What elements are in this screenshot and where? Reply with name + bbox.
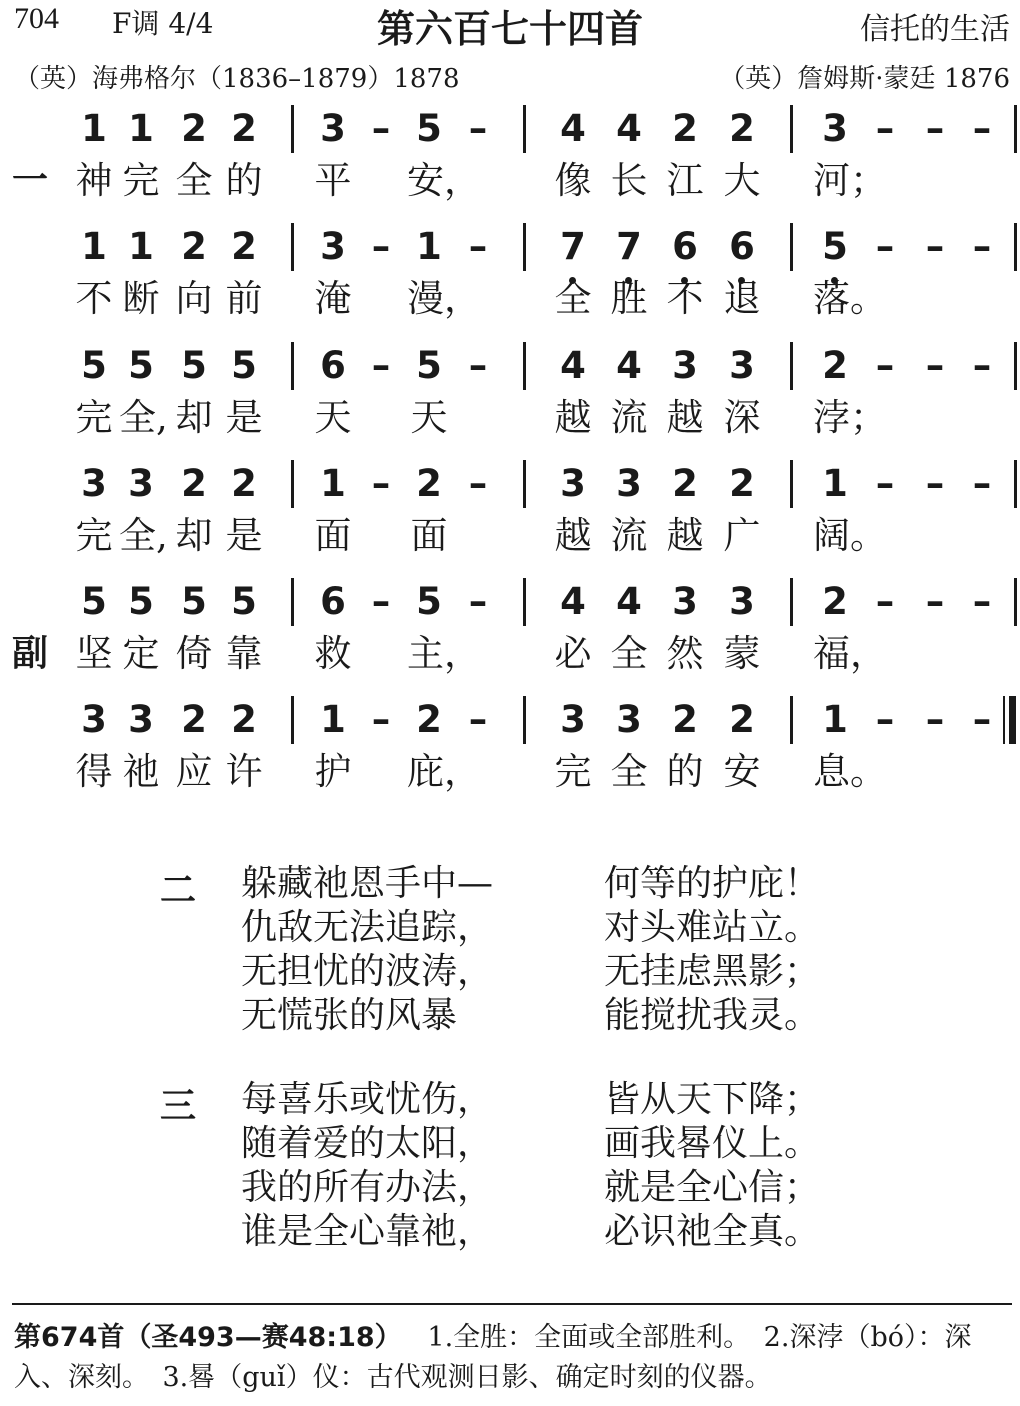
barline [790, 460, 793, 508]
verse-line-first-half: 无慌张的风暴 [241, 995, 458, 1036]
note: 4 [560, 580, 586, 623]
note: 3 [560, 698, 586, 741]
note: 1 [128, 107, 154, 150]
note: 6 [672, 225, 698, 268]
stanza-label: 副 [12, 633, 49, 674]
barline [523, 105, 526, 153]
words-credit: （英）詹姆斯·蒙廷 1876 [719, 64, 1010, 94]
note: 2 [729, 698, 755, 741]
dash-extension: – [468, 580, 488, 623]
note: 2 [729, 107, 755, 150]
note: 3 [81, 698, 107, 741]
lyric-syllable: 靠 [225, 632, 263, 675]
note: 1 [822, 698, 848, 741]
lyric-syllable: 息。 [813, 750, 887, 793]
note: 3 [729, 580, 755, 623]
note: 3 [822, 107, 848, 150]
music-credit: （英）海弗格尔（1836–1879）1878 [14, 64, 460, 94]
note: 3 [672, 580, 698, 623]
lyric-syllable: 漫， [407, 277, 481, 320]
lyric-syllable: 坚 [75, 632, 113, 675]
verse-line-second-half: 能搅扰我灵。 [604, 995, 821, 1036]
dash-extension: – [371, 462, 391, 505]
lyric-syllable: 然 [666, 632, 704, 675]
note: 5 [81, 344, 107, 387]
note: 3 [128, 698, 154, 741]
note: 5 [416, 580, 442, 623]
verse-line-first-half: 我的所有办法， [241, 1167, 494, 1208]
lyric-syllable: 越 [666, 514, 704, 557]
lyric-syllable: 定 [122, 632, 160, 675]
dash-extension: – [371, 344, 391, 387]
lyric-syllable: 浡； [813, 396, 887, 439]
lyric-syllable: 深 [723, 396, 761, 439]
dash-extension: – [371, 698, 391, 741]
lyric-syllable: 大 [723, 159, 761, 202]
lyric-syllable: 救 [314, 632, 352, 675]
note: 5 [181, 344, 207, 387]
lyric-syllable: 神 [75, 159, 113, 202]
lyric-syllable: 阔。 [813, 514, 887, 557]
lyric-syllable: 全, [119, 396, 168, 439]
dash-extension: – [468, 107, 488, 150]
lyric-syllable: 越 [666, 396, 704, 439]
dash-extension: – [925, 107, 945, 150]
lyric-syllable: 祂 [122, 750, 160, 793]
dash-extension: – [468, 462, 488, 505]
verse-line-second-half: 画我晷仪上。 [604, 1123, 821, 1164]
note: 3 [616, 462, 642, 505]
note: 3 [616, 698, 642, 741]
verse-line-second-half: 何等的护庇！ [604, 863, 821, 904]
lyric-syllable: 的 [225, 159, 263, 202]
lyric-syllable: 应 [175, 750, 213, 793]
lyric-syllable: 是 [225, 514, 263, 557]
note: 2 [231, 462, 257, 505]
lyric-syllable: 庇， [407, 750, 481, 793]
lyric-syllable: 的 [666, 750, 704, 793]
note: 2 [822, 344, 848, 387]
lyric-syllable: 天 [314, 396, 352, 439]
lyric-syllable: 越 [554, 396, 592, 439]
barline [790, 105, 793, 153]
barline [523, 342, 526, 390]
verse-line-second-half: 无挂虑黑影； [604, 951, 821, 992]
dash-extension: – [925, 344, 945, 387]
note: 2 [181, 225, 207, 268]
lyric-syllable: 不 [666, 277, 704, 320]
note: 3 [560, 462, 586, 505]
verse-line-first-half: 谁是全心靠祂， [241, 1211, 494, 1252]
lyric-syllable: 完 [554, 750, 592, 793]
note: 4 [560, 344, 586, 387]
note: 1 [128, 225, 154, 268]
lyric-syllable: 面 [314, 514, 352, 557]
final-barline-thin [1003, 696, 1005, 744]
note: 7 [560, 225, 586, 268]
note: 2 [231, 225, 257, 268]
note: 4 [560, 107, 586, 150]
dash-extension: – [875, 698, 895, 741]
lyric-syllable: 福， [813, 632, 887, 675]
end-barline [1014, 578, 1017, 626]
lyric-syllable: 安， [407, 159, 481, 202]
hymn-title: 第六百七十四首 [376, 7, 643, 51]
note: 2 [181, 107, 207, 150]
note: 2 [181, 462, 207, 505]
note: 5 [416, 344, 442, 387]
barline [291, 223, 294, 271]
lyric-syllable: 向 [175, 277, 213, 320]
note: 6 [729, 225, 755, 268]
note: 5 [81, 580, 107, 623]
lyric-syllable: 全 [610, 750, 648, 793]
note: 1 [81, 225, 107, 268]
footnotes [14, 1318, 1010, 1398]
note: 2 [729, 462, 755, 505]
dash-extension: – [371, 107, 391, 150]
lyric-syllable: 完 [122, 159, 160, 202]
lyric-syllable: 却 [175, 396, 213, 439]
dash-extension: – [972, 344, 992, 387]
lyric-syllable: 全 [175, 159, 213, 202]
note: 3 [729, 344, 755, 387]
barline [291, 460, 294, 508]
lyric-syllable: 主， [407, 632, 481, 675]
dash-extension: – [468, 698, 488, 741]
lyric-syllable: 落。 [813, 277, 887, 320]
stanza-label: 一 [12, 160, 49, 201]
footer-divider [12, 1303, 1012, 1305]
note: 1 [416, 225, 442, 268]
lyric-syllable: 长 [610, 159, 648, 202]
barline [291, 696, 294, 744]
note: 4 [616, 580, 642, 623]
hymn-number: 704 [14, 2, 59, 35]
dash-extension: – [972, 462, 992, 505]
lyric-syllable: 全 [610, 632, 648, 675]
dash-extension: – [972, 698, 992, 741]
dash-extension: – [972, 580, 992, 623]
verse-number: 三 [160, 1086, 197, 1127]
note: 2 [672, 462, 698, 505]
dash-extension: – [925, 698, 945, 741]
note: 2 [181, 698, 207, 741]
note: 2 [231, 698, 257, 741]
note: 7 [616, 225, 642, 268]
dash-extension: – [371, 580, 391, 623]
note: 5 [128, 580, 154, 623]
lyric-syllable: 完 [75, 396, 113, 439]
dash-extension: – [371, 225, 391, 268]
note: 3 [320, 107, 346, 150]
barline [790, 342, 793, 390]
lyric-syllable: 江 [666, 159, 704, 202]
lyric-syllable: 胜 [610, 277, 648, 320]
barline [291, 105, 294, 153]
note: 3 [672, 344, 698, 387]
barline [523, 578, 526, 626]
dash-extension: – [875, 225, 895, 268]
footnote-text: 1.全胜：全面或全部胜利。 2.深浡（bó）：深入、深刻。 3.晷（guǐ）仪：古代观测日影、确定时刻的仪器。 [14, 1322, 972, 1393]
verse-line-second-half: 对头难站立。 [604, 907, 821, 948]
dash-extension: – [925, 580, 945, 623]
key-time-signature: F调 4/4 [112, 7, 214, 40]
lyric-syllable: 倚 [175, 632, 213, 675]
note: 3 [128, 462, 154, 505]
note: 4 [616, 344, 642, 387]
verse-line-first-half: 随着爱的太阳， [241, 1123, 494, 1164]
dash-extension: – [972, 107, 992, 150]
lyric-syllable: 流 [610, 396, 648, 439]
lyric-syllable: 许 [225, 750, 263, 793]
note: 5 [181, 580, 207, 623]
lyric-syllable: 安 [723, 750, 761, 793]
lyric-syllable: 蒙 [723, 632, 761, 675]
end-barline [1014, 460, 1017, 508]
dash-extension: – [468, 225, 488, 268]
note: 1 [81, 107, 107, 150]
note: 6 [320, 580, 346, 623]
lyric-syllable: 河； [813, 159, 887, 202]
note: 5 [128, 344, 154, 387]
lyric-syllable: 广 [723, 514, 761, 557]
lyric-syllable: 越 [554, 514, 592, 557]
dash-extension: – [925, 462, 945, 505]
lyric-syllable: 全, [119, 514, 168, 557]
verse-line-first-half: 躲藏祂恩手中— [241, 863, 494, 904]
end-barline [1014, 105, 1017, 153]
lyric-syllable: 得 [75, 750, 113, 793]
note: 1 [822, 462, 848, 505]
lyric-syllable: 天 [410, 396, 448, 439]
barline [291, 342, 294, 390]
verse-line-second-half: 就是全心信； [604, 1167, 821, 1208]
lyric-syllable: 像 [554, 159, 592, 202]
note: 3 [320, 225, 346, 268]
note: 2 [672, 107, 698, 150]
barline [523, 460, 526, 508]
note: 5 [822, 225, 848, 268]
lyric-syllable: 是 [225, 396, 263, 439]
barline [523, 223, 526, 271]
lyric-syllable: 完 [75, 514, 113, 557]
verse-line-first-half: 无担忧的波涛， [241, 951, 494, 992]
lyric-syllable: 却 [175, 514, 213, 557]
lyric-syllable: 护 [314, 750, 352, 793]
note: 1 [320, 462, 346, 505]
note: 5 [416, 107, 442, 150]
lyric-syllable: 前 [225, 277, 263, 320]
note: 5 [231, 344, 257, 387]
end-barline [1014, 223, 1017, 271]
dash-extension: – [875, 462, 895, 505]
verse-line-first-half: 仇敌无法追踪， [241, 907, 494, 948]
note: 1 [320, 698, 346, 741]
dash-extension: – [925, 225, 945, 268]
lyric-syllable: 平 [314, 159, 352, 202]
dash-extension: – [468, 344, 488, 387]
verse-number: 二 [160, 870, 197, 911]
lyric-syllable: 流 [610, 514, 648, 557]
hymn-category: 信托的生活 [860, 12, 1010, 47]
barline [523, 696, 526, 744]
barline [790, 223, 793, 271]
barline [790, 578, 793, 626]
verse-line-second-half: 必识祂全真。 [604, 1211, 821, 1252]
lyric-syllable: 退 [723, 277, 761, 320]
dash-extension: – [972, 225, 992, 268]
note: 2 [822, 580, 848, 623]
barline [790, 696, 793, 744]
note: 5 [231, 580, 257, 623]
lyric-syllable: 必 [554, 632, 592, 675]
note: 4 [616, 107, 642, 150]
note: 2 [231, 107, 257, 150]
note: 3 [81, 462, 107, 505]
note: 2 [416, 462, 442, 505]
dash-extension: – [875, 580, 895, 623]
note: 2 [672, 698, 698, 741]
lyric-syllable: 全 [554, 277, 592, 320]
footnote-reference: 第674首（圣493—赛48:18） [14, 1322, 402, 1353]
lyric-syllable: 断 [122, 277, 160, 320]
note: 2 [416, 698, 442, 741]
barline [291, 578, 294, 626]
verse-line-first-half: 每喜乐或忧伤， [241, 1079, 494, 1120]
lyric-syllable: 面 [410, 514, 448, 557]
lyric-syllable: 淹 [314, 277, 352, 320]
verse-line-second-half: 皆从天下降； [604, 1079, 821, 1120]
end-barline [1014, 342, 1017, 390]
note: 6 [320, 344, 346, 387]
lyric-syllable: 不 [75, 277, 113, 320]
final-barline-thick [1009, 696, 1016, 744]
dash-extension: – [875, 344, 895, 387]
dash-extension: – [875, 107, 895, 150]
